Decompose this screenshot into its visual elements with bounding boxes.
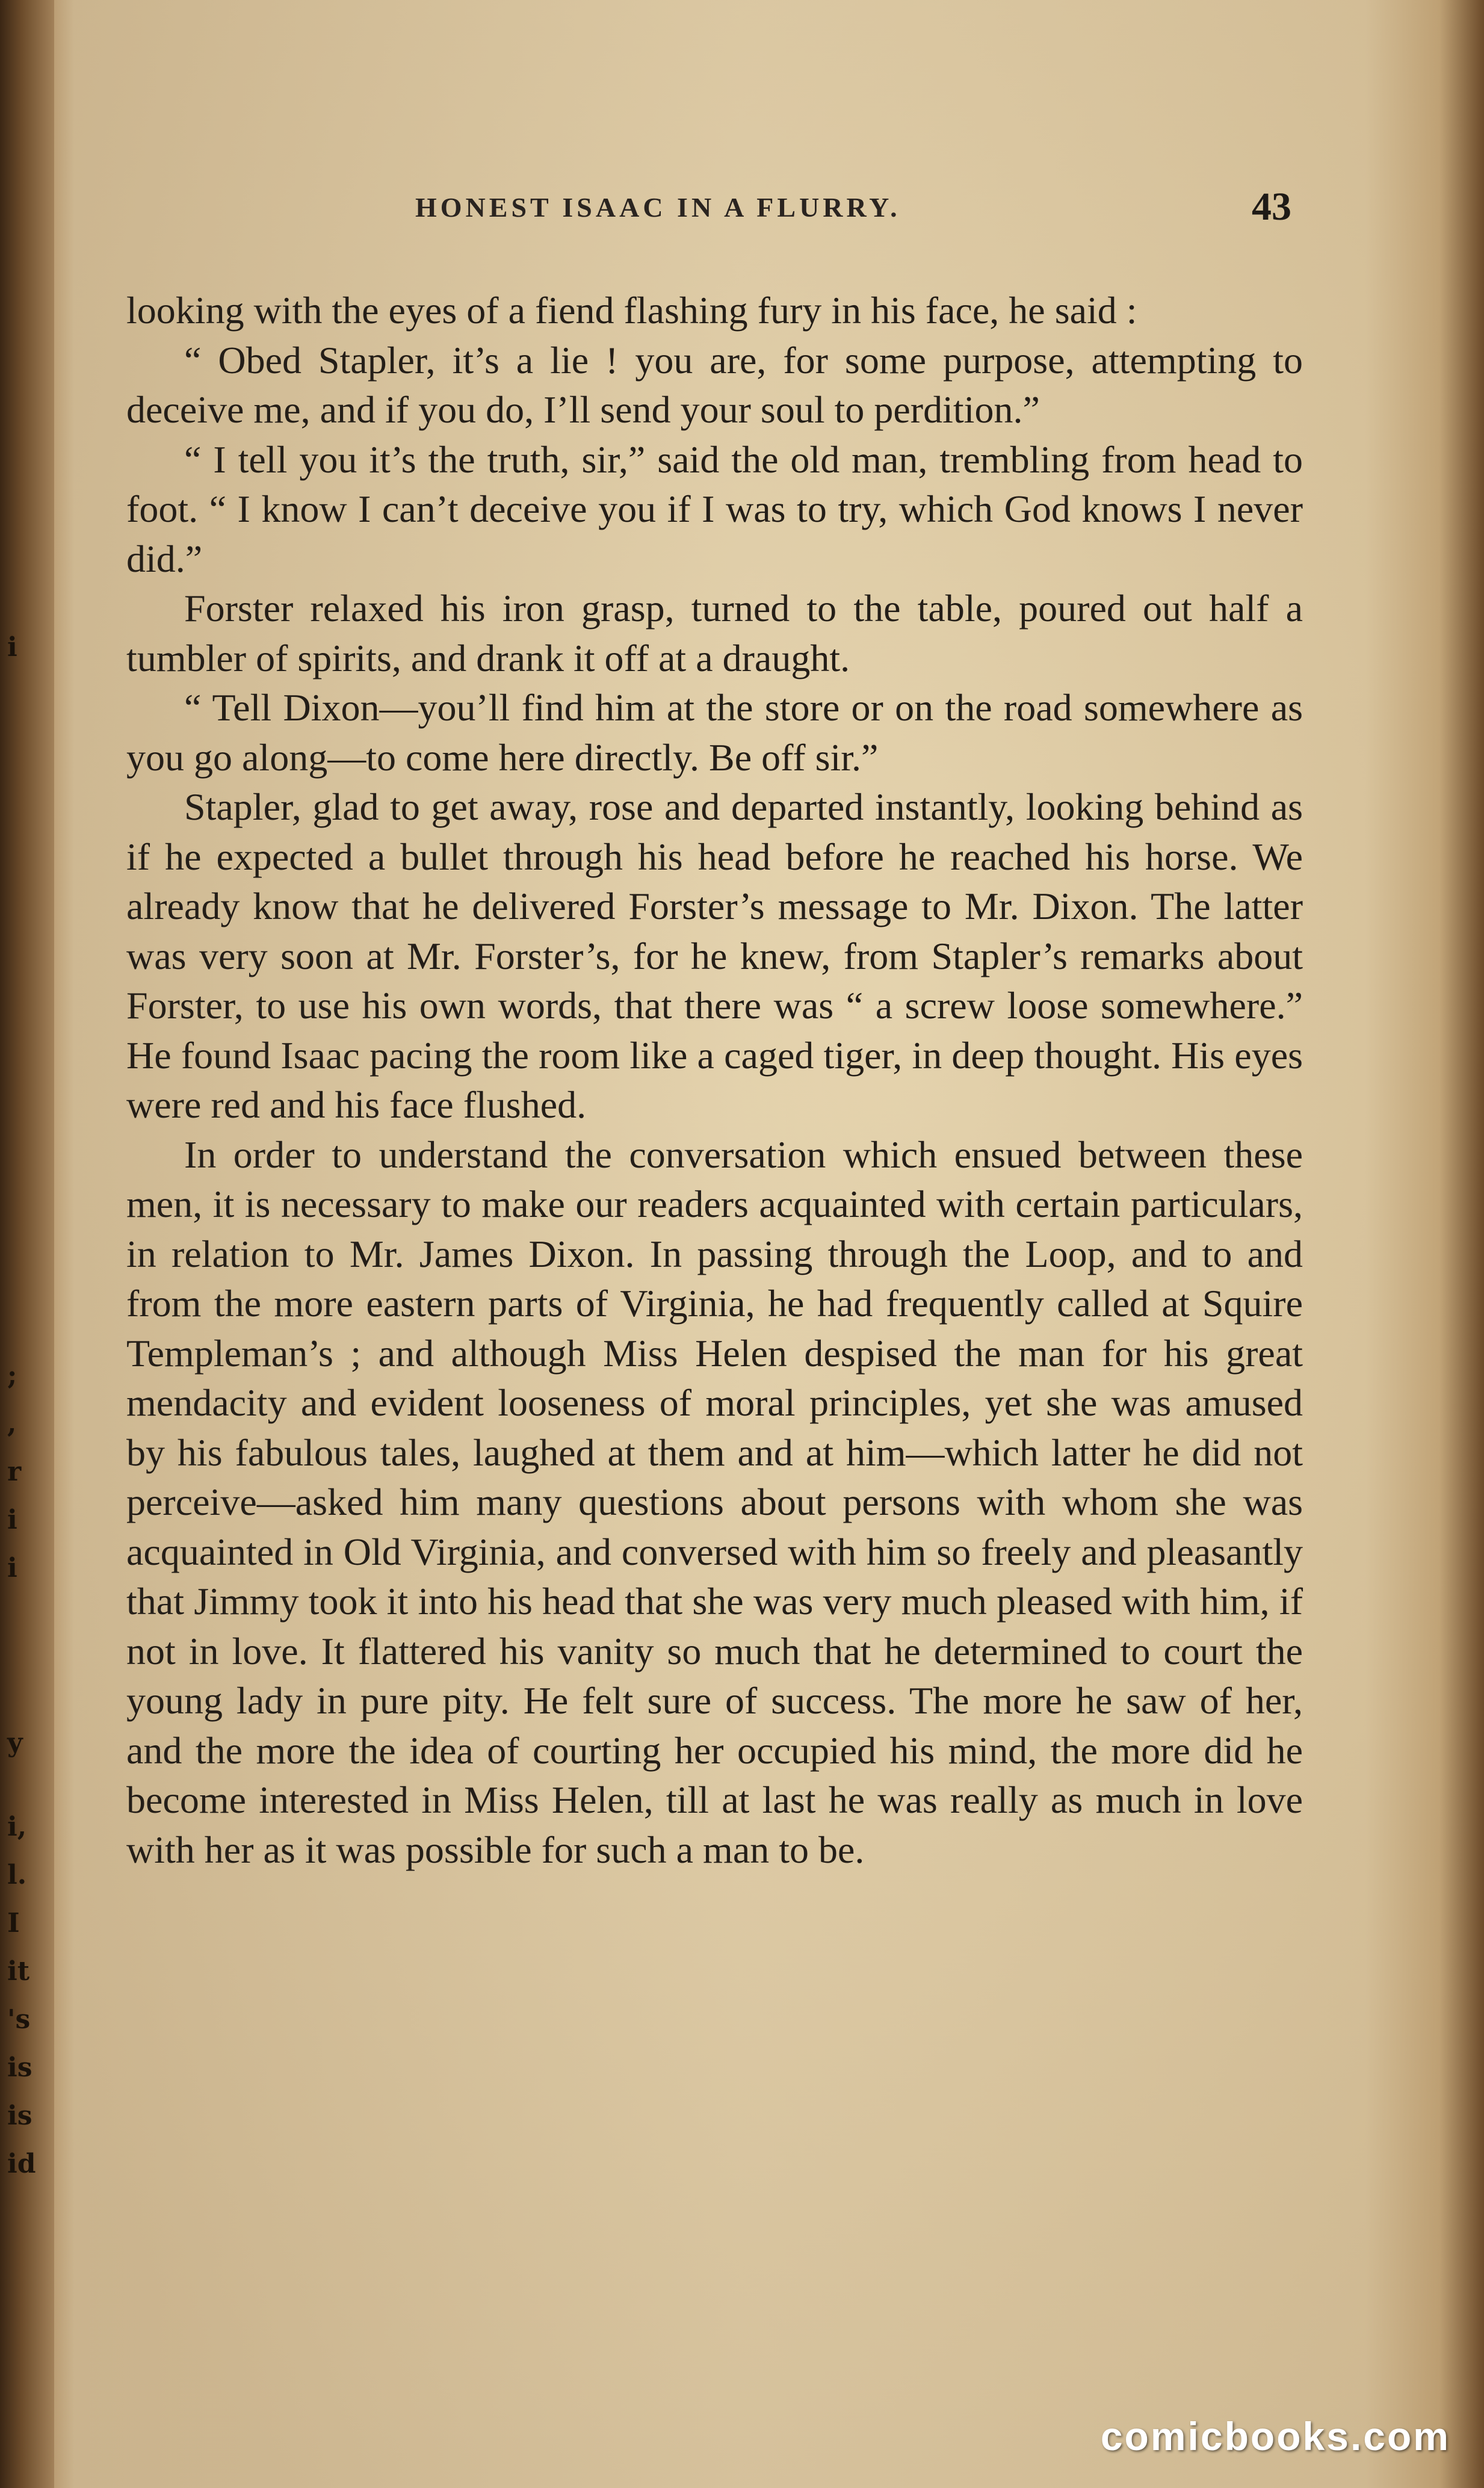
gutter-fragment: id bbox=[7, 2149, 36, 2179]
body-text bbox=[126, 286, 1303, 1875]
paragraph: In order to understand the conversation which ensued between these men, it is necessary to make our readers acquainted with certain particulars, in relation to Mr. James Dixon. In passing through the Loop, and to and from the more eastern parts of Virginia, he had frequently called at Squire Templeman’s ; and although Miss Helen despised the man for his great mendacity and evident looseness of moral principles, yet she was amused by his fabulous tales, laughed at them and at him—which latter he did not perceive—asked him many questions about persons with whom she was acquainted in Old Virginia, and conversed with him so freely and pleasantly that Jimmy took it into his head that she was very much pleased with him, if not in love. It flattered his vanity so much that he determined to court the young lady in pure pity. He felt sure of success. The more he saw of her, and the more the idea of courting her occupied his mind, the more did he become interested in Miss Helen, till at last he was really as much in love with her as it was possible for such a man to be. bbox=[126, 1133, 1303, 1871]
paragraph: “ Tell Dixon—you’ll find him at the store or on the road somewhere as you go along—to come here directly. Be off sir.” bbox=[126, 686, 1303, 779]
gutter-fragment: i, bbox=[7, 1812, 27, 1842]
gutter-fragment: it bbox=[7, 1956, 30, 1987]
gutter-fragment: is bbox=[7, 2100, 32, 2131]
gutter-fragment: is bbox=[7, 2052, 32, 2083]
gutter-fragment: i bbox=[7, 1505, 17, 1535]
gutter-fragment: y bbox=[7, 1727, 23, 1758]
paragraph: “ Obed Stapler, it’s a lie ! you are, for some purpose, attempting to deceive me, and if you do, I’ll send your soul to perdition.” bbox=[126, 338, 1303, 431]
paragraph: looking with the eyes of a fiend flashing fury in his face, he said : bbox=[126, 289, 1137, 332]
paragraph: Stapler, glad to get away, rose and departed instantly, looking behind as if he expected a bullet through his head before he reached his horse. We already know that he delivered Forster’s message to Mr. Dixon. The latter was very soon at Mr. Forster’s, for he knew, from Stapler’s remarks about Forster, to use his own words, that there was “ a screw loose somewhere.” He found Isaac pacing the room like a caged tiger, in deep thought. His eyes were red and his face flushed. bbox=[126, 785, 1303, 1126]
gutter-fragment: i bbox=[7, 632, 17, 663]
site-watermark: comicbooks.com bbox=[1100, 2414, 1450, 2459]
paragraph: “ I tell you it’s the truth, sir,” said the old man, trembling from head to foot. “ I know I can’t deceive you if I was to try, which God knows I never did.” bbox=[126, 438, 1303, 580]
gutter-fragment: l. bbox=[7, 1860, 27, 1890]
gutter-fragment: I bbox=[7, 1908, 20, 1939]
gutter-fragment: r bbox=[7, 1456, 22, 1487]
page-number: 43 bbox=[1252, 185, 1291, 229]
gutter-fragment: , bbox=[7, 1408, 17, 1439]
gutter-fragment: ; bbox=[7, 1360, 17, 1391]
gutter-fragment: i bbox=[7, 1553, 17, 1583]
running-head: HONEST ISAAC IN A FLURRY. bbox=[415, 192, 901, 223]
adjacent-page-edge bbox=[0, 0, 54, 2488]
paragraph: Forster relaxed his iron grasp, turned to the table, poured out half a tumbler of spirits, and drank it off at a draught. bbox=[126, 587, 1303, 679]
gutter-fragment: 's bbox=[7, 2004, 31, 2035]
